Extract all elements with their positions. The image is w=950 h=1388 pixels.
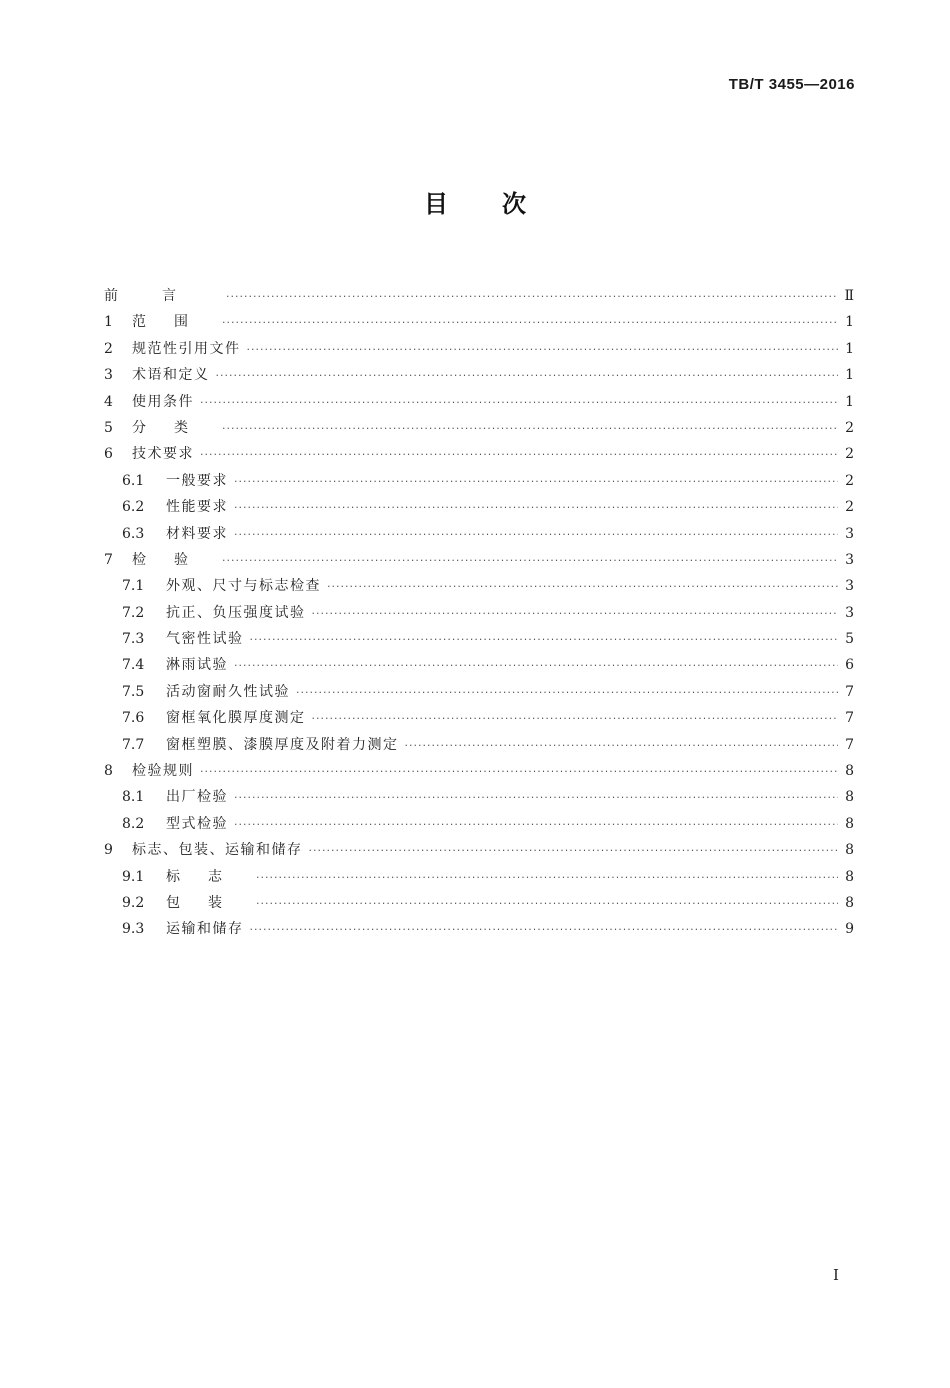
toc-entry-number: 3 <box>104 367 113 384</box>
toc-entry[interactable] <box>104 362 854 388</box>
toc-entry-label: 规范性引用文件 <box>132 340 241 357</box>
toc-entry-page: 7 <box>845 736 854 753</box>
toc-entry-page: 3 <box>845 578 854 595</box>
dot-leader <box>327 574 838 600</box>
toc-entry-label: 标志、包装、运输和储存 <box>132 842 303 859</box>
toc-entry-number: 7.2 <box>122 604 145 621</box>
toc-entry-page: 1 <box>845 393 854 410</box>
toc-entry-number: 6.1 <box>122 472 145 489</box>
dot-leader <box>222 548 838 574</box>
toc-entry-page: 2 <box>845 499 854 516</box>
toc-entry-page: 3 <box>845 525 854 542</box>
toc-entry[interactable] <box>104 415 854 441</box>
toc-entry-number: 5 <box>104 419 113 436</box>
dot-leader <box>234 495 838 521</box>
toc-entry-number: 6.2 <box>122 499 145 516</box>
toc-entry[interactable] <box>104 679 854 705</box>
toc-entry[interactable] <box>104 521 854 547</box>
dot-leader <box>405 733 839 759</box>
toc-entry-number: 4 <box>104 393 113 410</box>
toc-entry-label: 活动窗耐久性试验 <box>166 683 290 700</box>
toc-entry-number: 9 <box>104 842 113 859</box>
toc-entry-label: 分类 <box>132 419 216 436</box>
toc-entry-page: 2 <box>845 472 854 489</box>
toc-entry-page: 9 <box>845 921 854 938</box>
toc-entry-label: 运输和储存 <box>166 921 244 938</box>
toc-entry[interactable] <box>104 309 854 335</box>
page-number: Ⅰ <box>833 1266 839 1284</box>
toc-entry[interactable] <box>104 600 854 626</box>
toc-entry-page: 8 <box>845 842 854 859</box>
dot-leader <box>234 653 838 679</box>
toc-entry-label: 出厂检验 <box>166 789 228 806</box>
toc-entry-label: 包装 <box>166 894 250 911</box>
toc-entry[interactable] <box>104 547 854 573</box>
dot-leader <box>234 522 838 548</box>
dot-leader <box>309 838 839 864</box>
toc-entry-label: 性能要求 <box>166 499 228 516</box>
toc-entry-number: 6.3 <box>122 525 145 542</box>
dot-leader <box>256 865 838 891</box>
toc-entry[interactable] <box>104 732 854 758</box>
toc-entry-number: 8.2 <box>122 815 145 832</box>
toc-entry-page: 7 <box>845 710 854 727</box>
toc-entry[interactable] <box>104 336 854 362</box>
dot-leader <box>200 390 838 416</box>
dot-leader <box>250 627 839 653</box>
toc-entry-label: 型式检验 <box>166 815 228 832</box>
toc-entry-number: 7 <box>104 551 113 568</box>
toc-entry-page: 5 <box>845 631 854 648</box>
toc-entry-label: 使用条件 <box>132 393 194 410</box>
dot-leader <box>296 680 838 706</box>
toc-entry-label: 抗正、负压强度试验 <box>166 604 306 621</box>
toc-entry-number: 6 <box>104 446 113 463</box>
toc-entry-page: 1 <box>845 314 854 331</box>
toc-entry[interactable] <box>104 441 854 467</box>
toc-entry-number: 7.7 <box>122 736 145 753</box>
dot-leader <box>222 310 838 336</box>
toc-entry[interactable] <box>104 837 854 863</box>
toc-entry[interactable] <box>104 811 854 837</box>
toc-entry-number: 7.4 <box>122 657 145 674</box>
dot-leader <box>200 442 838 468</box>
dot-leader <box>234 469 838 495</box>
dot-leader <box>256 891 838 917</box>
toc-entry[interactable] <box>104 864 854 890</box>
dot-leader <box>247 337 839 363</box>
toc-entry[interactable] <box>104 573 854 599</box>
toc-entry-page: 6 <box>845 657 854 674</box>
dot-leader <box>312 706 839 732</box>
toc-entry-label: 范围 <box>132 314 216 331</box>
toc-entry-label: 术语和定义 <box>132 367 210 384</box>
toc-entry-number: 9.2 <box>122 894 145 911</box>
toc-entry-page: 8 <box>845 815 854 832</box>
toc-entry[interactable] <box>104 494 854 520</box>
toc-entry-label: 检验 <box>132 551 216 568</box>
toc-entry-number: 7.3 <box>122 631 145 648</box>
toc-entry-page: 2 <box>845 419 854 436</box>
toc-entry-label: 前言 <box>104 288 220 304</box>
toc-entry-label: 一般要求 <box>166 472 228 489</box>
toc-entry-label: 气密性试验 <box>166 631 244 648</box>
toc-entry-page: 2 <box>845 446 854 463</box>
dot-leader <box>234 812 838 838</box>
toc-entry-page: 3 <box>845 604 854 621</box>
dot-leader <box>226 284 838 310</box>
document-code: TB/T 3455—2016 <box>728 76 855 93</box>
toc-entry-number: 1 <box>104 314 113 331</box>
toc-entry-label: 外观、尺寸与标志检查 <box>166 578 321 595</box>
toc-entry[interactable] <box>104 916 854 942</box>
toc-entry-page: 3 <box>845 551 854 568</box>
toc-entry-page: 8 <box>845 868 854 885</box>
dot-leader <box>250 917 839 943</box>
toc-entry-label: 标志 <box>166 868 250 885</box>
toc-entry-label: 淋雨试验 <box>166 657 228 674</box>
toc-entry-page: 1 <box>845 340 854 357</box>
toc-entry[interactable] <box>104 758 854 784</box>
toc-entry-number: 8.1 <box>122 789 145 806</box>
toc-entry[interactable] <box>104 283 854 309</box>
page-title: 目次 <box>424 190 580 218</box>
toc-entry-page: Ⅱ <box>844 288 854 304</box>
dot-leader <box>234 785 838 811</box>
toc-entry[interactable] <box>104 890 854 916</box>
toc-entry-label: 材料要求 <box>166 525 228 542</box>
dot-leader <box>200 759 838 785</box>
toc-entry-label: 窗框塑膜、漆膜厚度及附着力测定 <box>166 736 399 753</box>
dot-leader <box>312 601 839 627</box>
toc-entry-number: 2 <box>104 340 113 357</box>
toc-entry[interactable] <box>104 705 854 731</box>
toc-entry-page: 7 <box>845 683 854 700</box>
toc-entry-number: 7.5 <box>122 683 145 700</box>
toc-entry-number: 7.1 <box>122 578 145 595</box>
toc-entry[interactable] <box>104 784 854 810</box>
toc-entry-page: 8 <box>845 763 854 780</box>
toc-entry-label: 窗框氧化膜厚度测定 <box>166 710 306 727</box>
toc-entry-label: 检验规则 <box>132 763 194 780</box>
toc-entry-page: 1 <box>845 367 854 384</box>
toc-entry[interactable] <box>104 652 854 678</box>
toc-entry[interactable] <box>104 468 854 494</box>
toc-entry-page: 8 <box>845 789 854 806</box>
dot-leader <box>216 363 839 389</box>
toc-entry-number: 8 <box>104 763 113 780</box>
toc-entry-page: 8 <box>845 894 854 911</box>
toc-entry[interactable] <box>104 626 854 652</box>
toc-entry-label: 技术要求 <box>132 446 194 463</box>
toc-entry[interactable] <box>104 389 854 415</box>
toc-entry-number: 9.1 <box>122 868 145 885</box>
table-of-contents <box>104 283 854 943</box>
dot-leader <box>222 416 838 442</box>
toc-entry-number: 7.6 <box>122 710 145 727</box>
toc-entry-number: 9.3 <box>122 921 145 938</box>
